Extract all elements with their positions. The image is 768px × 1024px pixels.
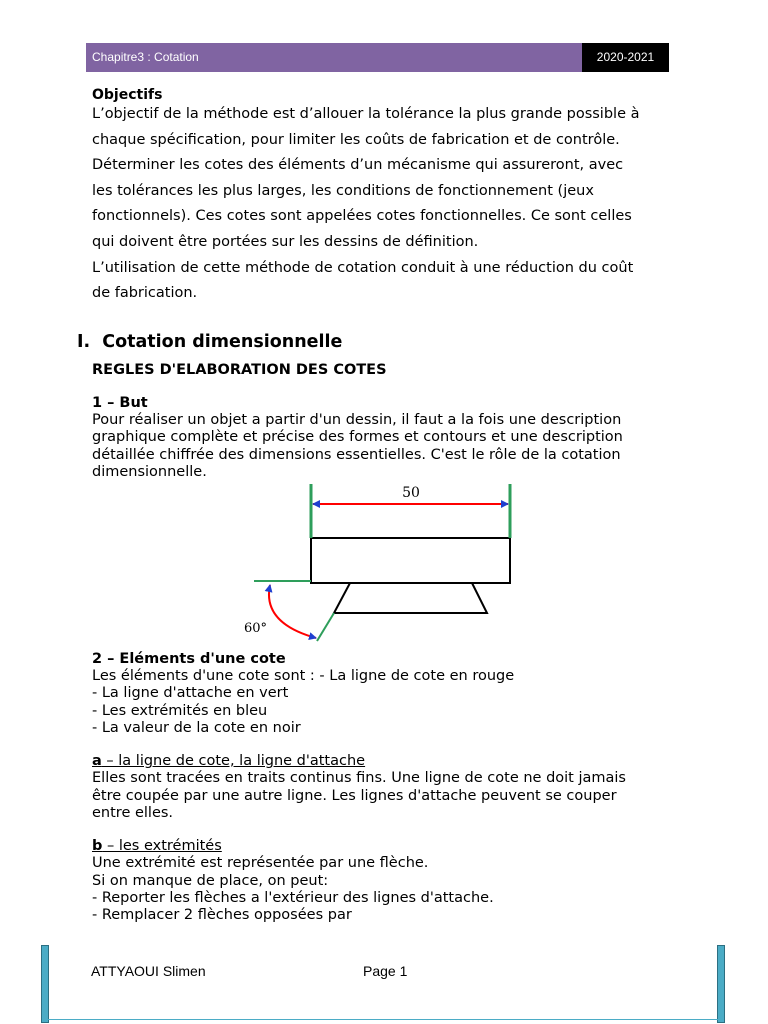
sub-a-letter: a [92,753,102,769]
angle-arc [269,585,316,638]
sub-a-heading-text: – la ligne de cote, la ligne d'attache [101,753,366,769]
school-year: 2020-2021 [582,43,669,72]
but-line: dimensionnelle. [92,463,207,480]
dimension-value: 50 [402,485,420,501]
cotation-diagram [240,478,530,642]
footer-bar-right [717,945,725,1023]
objectifs-line: L’objectif de la méthode est d’allouer la tolérance la plus grande possible à [92,106,640,122]
elements-line: - La ligne d'attache en vert [92,685,289,702]
elements-line: - La valeur de la cote en noir [92,719,301,736]
section-title: Cotation dimensionnelle [102,332,343,352]
footer-author: ATTYAOUI Slimen [91,963,206,979]
sub-b-line: - Remplacer 2 flèches opposées par [92,907,352,924]
section-heading [77,332,342,352]
part-upper-block [311,538,510,583]
sub-b-line: Si on manque de place, on peut: [92,872,329,889]
sub-a-heading [92,753,365,770]
footer-page-number: Page 1 [363,963,408,979]
objectifs-line: les tolérances les plus larges, les conditions de fonctionnement (jeux [92,182,594,199]
elements-title: 2 – Eléments d'une cote [92,651,286,667]
sub-b-heading-text: – les extrémités [102,838,222,854]
footer-bar-left [41,945,49,1023]
sub-a-line: être coupée par une autre ligne. Les lignes d'attache peuvent se couper [92,787,617,804]
angle-value: 60° [244,621,268,636]
footer-line [45,1019,723,1020]
elements-line: Les éléments d'une cote sont : - La ligne de cote en rouge [92,668,515,684]
but-title: 1 – But [92,395,148,411]
regles-title: REGLES D'ELABORATION DES COTES [92,362,387,378]
sub-a-line: Elles sont tracées en traits continus fins. Une ligne de cote ne doit jamais [92,770,626,787]
objectifs-line: L’utilisation de cette méthode de cotation conduit à une réduction du coût [92,259,634,276]
attache-line-oblique [317,613,334,641]
but-line: graphique complète et précise des formes et contours et une description [92,429,623,446]
part-dovetail [334,583,487,613]
sub-b-heading [92,838,222,855]
sub-b-line: Une extrémité est représentée par une flèche. [92,855,429,872]
but-line: Pour réaliser un objet a partir d'un dessin, il faut a la fois une description [92,412,622,428]
sub-b-line: - Reporter les flèches a l'extérieur des lignes d'attache. [92,889,494,906]
objectifs-line: qui doivent être portées sur les dessins de définition. [92,234,479,250]
objectifs-line: de fabrication. [92,285,198,302]
but-line: détaillée chiffrée des dimensions essentielles. C'est le rôle de la cotation [92,446,621,463]
objectifs-line: fonctionnels). Ces cotes sont appelées cotes fonctionnelles. Ce sont celles [92,208,632,225]
sub-b-letter: b [92,838,103,854]
page-header [86,43,669,72]
sub-a-line: entre elles. [92,804,174,821]
objectifs-line: chaque spécification, pour limiter les coûts de fabrication et de contrôle. [92,131,620,148]
objectifs-title: Objectifs [92,87,163,103]
section-number: I. [77,332,91,352]
elements-line: - Les extrémités en bleu [92,702,268,719]
objectifs-line: Déterminer les cotes des éléments d’un mécanisme qui assureront, avec [92,157,624,174]
chapter-title: Chapitre3 : Cotation [86,43,582,72]
